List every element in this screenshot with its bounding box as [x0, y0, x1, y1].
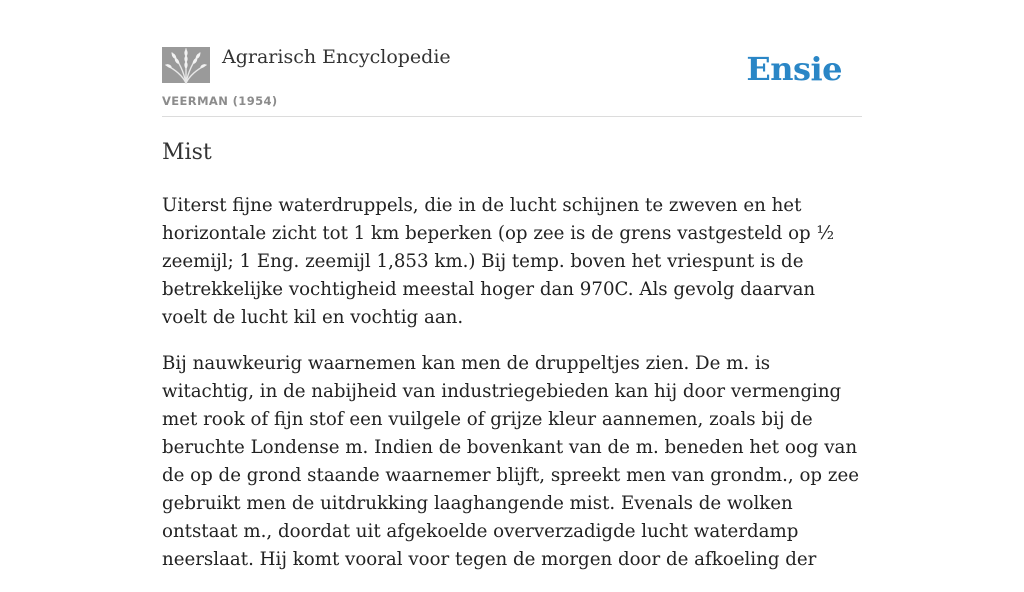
wheat-logo-icon[interactable] [162, 47, 210, 83]
page-header [162, 0, 862, 117]
entry-body [162, 192, 862, 592]
entry-paragraph: Uiterst fijne waterdruppels, die in de lucht schijnen te zweven en het horizontale zicht tot 1 km beperken (op zee is de grens vastgesteld op ½ zeemijl; 1 Eng. zeemijl 1,853 km.) Bij temp. boven het vriespunt is de betrekkelijke vochtigheid meestal hoger dan 970C. Als gevolg daarvan voelt de lucht kil en vochtig aan. [162, 195, 835, 328]
source-label: VEERMAN (1954) [162, 94, 278, 108]
ensie-brand-logo[interactable]: Ensie [746, 50, 842, 88]
encyclopedia-title[interactable]: Agrarisch Encyclopedie [222, 46, 451, 68]
article-page [162, 0, 862, 570]
entry-paragraph: Bij nauwkeurig waarnemen kan men de druppeltjes zien. De m. is witachtig, in de nabijheid van industriegebieden kan hij door vermenging met rook of fijn stof een vuilgele of grijze kleur aannemen, zoals bij de beruchte Londense m. Indien de bovenkant van de m. beneden het oog van de op de grond staande waarnemer blijft, spreekt men van grondm., op zee gebruikt men de uitdrukking laaghangende mist. Evenals de wolken ontstaat m., doordat uit afgekoelde oververzadigde lucht waterdamp neerslaat. Hij komt vooral voor tegen de morgen door de afkoeling der [162, 353, 859, 570]
entry-title: Mist [162, 140, 212, 165]
